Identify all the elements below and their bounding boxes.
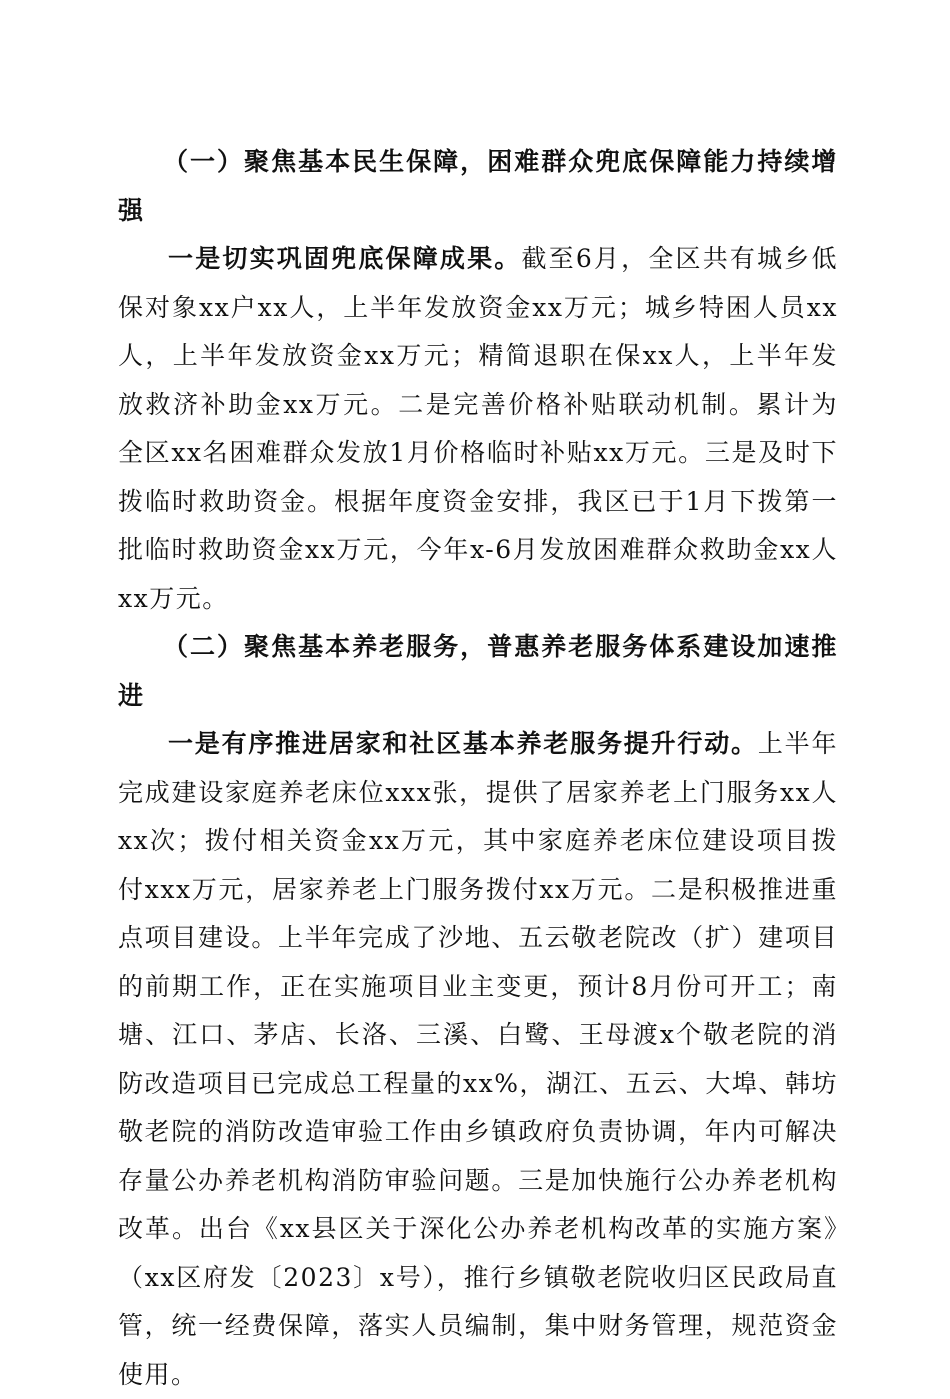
section-heading-1: （一）聚焦基本民生保障，困难群众兜底保障能力持续增强 — [118, 147, 838, 225]
section-2-body: 上半年完成建设家庭养老床位xxx张，提供了居家养老上门服务xx人xx次；拨付相关资金xx万元，其中家庭养老床位建设项目拨付xxx万元，居家养老上门服务拨付xx万元。二是积极推进重点项目建设。上半年完成了沙地、五云敬老院改（扩）建项目的前期工作，正在实施项目业主变更，预计8月份可开工；南塘、江口、茅店、长洛、三溪、白鹭、王母渡x个敬老院的消防改造项目已完成总工程量的xx%，湖江、五云、大埠、韩坊敬老院的消防改造审验工作由乡镇政府负责协调，年内可解决存量公办养老机构消防审验问题。三是加快施行公办养老机构改革。出台《xx县区关于深化公办养老机构改革的实施方案》（xx区府发〔2023〕x号），推行乡镇敬老院收归区民政局直管，统一经费保障，落实人员编制，集中财务管理，规范资金使用。 — [118, 729, 838, 1389]
section-1-lead: 一是切实巩固兜底保障成果。 — [168, 244, 522, 273]
section-1-body: 截至6月，全区共有城乡低保对象xx户xx人，上半年发放资金xx万元；城乡特困人员xx人，上半年发放资金xx万元；精简退职在保xx人，上半年发放救济补助金xx万元。二是完善价格补贴联动机制。累计为全区xx名困难群众发放1月价格临时补贴xx万元。三是及时下拨临时救助资金。根据年度资金安排，我区已于1月下拨第一批临时救助资金xx万元，今年x-6月发放困难群众救助金xx人xx万元。 — [118, 244, 838, 613]
section-1-paragraph — [118, 235, 838, 623]
section-heading-2: （二）聚焦基本养老服务，普惠养老服务体系建设加速推进 — [118, 632, 838, 710]
document-body — [118, 138, 838, 1399]
section-2-lead: 一是有序推进居家和社区基本养老服务提升行动。 — [168, 729, 758, 758]
section-2-paragraph — [118, 720, 838, 1399]
